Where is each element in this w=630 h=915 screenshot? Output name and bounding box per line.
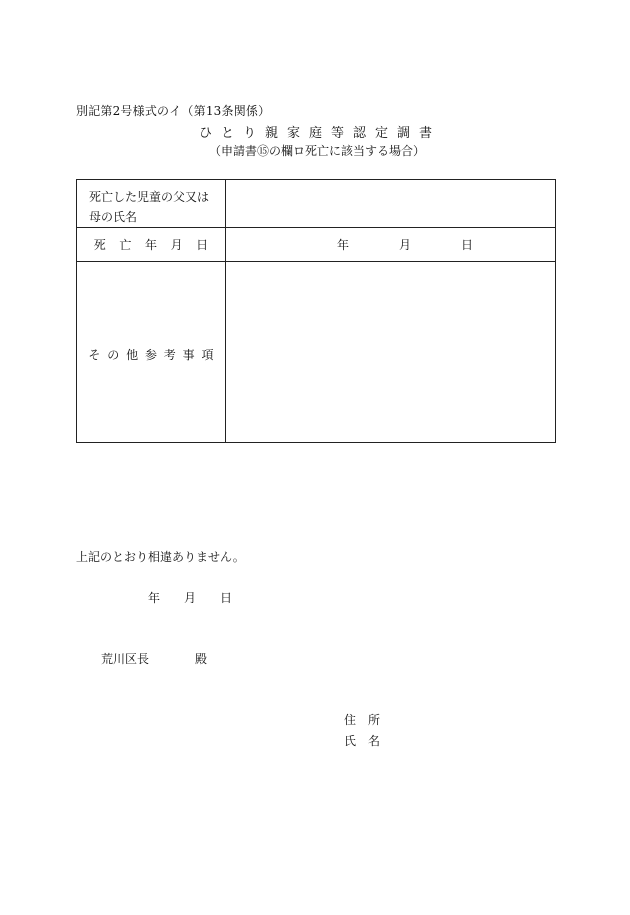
deceased-parent-name-field[interactable] (226, 180, 556, 227)
month-unit: 月 (184, 591, 197, 605)
label-char: 日 (196, 238, 209, 252)
addressee-honorific: 殿 (195, 652, 208, 666)
label-char: 亡 (119, 238, 132, 252)
deceased-parent-name-label (89, 187, 229, 227)
label-char: 死 (93, 238, 106, 252)
label-char: そ (88, 348, 101, 362)
label-char: 名 (368, 734, 381, 748)
label-line-2: 母の氏名 (89, 210, 138, 224)
label-char: 住 (344, 713, 357, 727)
label-char: 年 (144, 238, 157, 252)
label-char: 月 (170, 238, 183, 252)
certification-table (76, 179, 556, 443)
label-char: 考 (163, 348, 176, 362)
applicant-name-label (344, 732, 380, 749)
addressee-name: 荒川区長 (101, 652, 150, 666)
label-char: の (107, 348, 120, 362)
date-of-death-field[interactable] (225, 236, 555, 253)
day-unit: 日 (220, 591, 233, 605)
year-unit: 年 (148, 591, 161, 605)
year-unit: 年 (337, 238, 350, 252)
label-char: 参 (144, 348, 157, 362)
label-char: 事 (182, 348, 195, 362)
day-unit: 日 (461, 238, 474, 252)
month-unit: 月 (399, 238, 412, 252)
label-line-1: 死亡した児童の父又は (89, 190, 210, 204)
label-char: 氏 (344, 734, 357, 748)
document-subtitle: （申請書⑮の欄ロ死亡に該当する場合） (208, 144, 425, 158)
document-title: ひとり親家庭等認定調書 (198, 126, 441, 141)
signature-date[interactable] (148, 589, 232, 606)
label-char: 他 (126, 348, 139, 362)
other-notes-label (77, 346, 225, 363)
date-of-death-label (77, 236, 225, 253)
label-char: 所 (368, 713, 381, 727)
confirmation-statement: 上記のとおり相違ありません。 (76, 550, 245, 564)
label-char: 項 (201, 348, 214, 362)
addressee (101, 650, 207, 667)
applicant-address-label (344, 711, 380, 728)
other-notes-field[interactable] (226, 262, 556, 442)
row-divider (77, 227, 555, 228)
form-reference: 別記第2号様式のイ（第13条関係） (76, 104, 271, 118)
